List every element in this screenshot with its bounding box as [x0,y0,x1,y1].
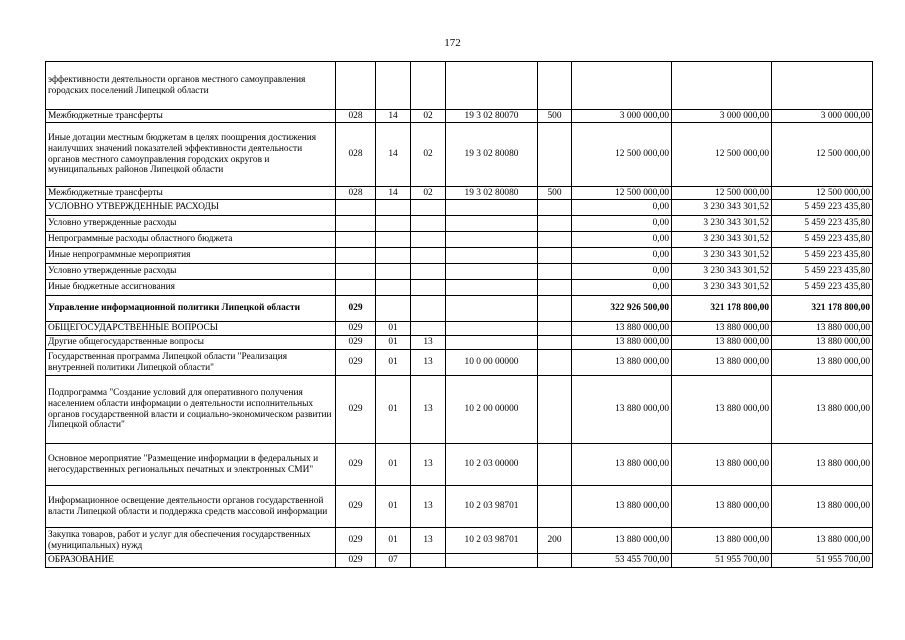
row-amount-year1-cell: 12 500 000,00 [572,187,672,200]
table-row [46,280,873,296]
row-expense-type-cell [538,264,572,280]
row-amount-year2-cell: 13 880 000,00 [672,376,772,444]
row-subsection-cell: 02 [411,123,446,187]
row-amount-year2-cell: 13 880 000,00 [672,486,772,528]
row-target-article-cell: 10 0 00 00000 [446,350,538,376]
row-amount-year3-cell: 12 500 000,00 [772,187,873,200]
row-name-cell: Управление информационной политики Липецкой области [46,296,336,322]
row-section-cell [376,264,411,280]
row-amount-year3-cell: 321 178 800,00 [772,296,873,322]
row-admin-code-cell [336,200,376,216]
row-amount-year2-cell [672,62,772,110]
row-admin-code-cell [336,280,376,296]
table-row [46,110,873,123]
row-admin-code-cell: 029 [336,350,376,376]
row-section-cell: 14 [376,110,411,123]
row-admin-code-cell [336,232,376,248]
table-row [46,444,873,486]
row-admin-code-cell: 029 [336,336,376,350]
table-row [46,336,873,350]
row-amount-year2-cell: 51 955 700,00 [672,554,772,568]
row-subsection-cell [411,62,446,110]
row-amount-year3-cell: 13 880 000,00 [772,322,873,336]
row-target-article-cell [446,62,538,110]
row-admin-code-cell: 029 [336,376,376,444]
row-subsection-cell [411,216,446,232]
row-amount-year1-cell: 0,00 [572,216,672,232]
row-subsection-cell: 13 [411,528,446,554]
row-admin-code-cell: 029 [336,554,376,568]
row-expense-type-cell [538,554,572,568]
row-amount-year1-cell: 13 880 000,00 [572,528,672,554]
row-subsection-cell: 13 [411,486,446,528]
row-amount-year3-cell: 5 459 223 435,80 [772,200,873,216]
row-section-cell: 14 [376,123,411,187]
row-subsection-cell: 13 [411,350,446,376]
table-row [46,350,873,376]
row-amount-year3-cell: 12 500 000,00 [772,123,873,187]
row-amount-year3-cell: 13 880 000,00 [772,350,873,376]
table-row [46,62,873,110]
row-target-article-cell [446,296,538,322]
row-section-cell: 01 [376,528,411,554]
row-amount-year2-cell: 3 230 343 301,52 [672,248,772,264]
row-amount-year3-cell: 5 459 223 435,80 [772,232,873,248]
row-subsection-cell: 13 [411,376,446,444]
row-admin-code-cell: 029 [336,486,376,528]
row-name-cell: Другие общегосударственные вопросы [46,336,336,350]
row-amount-year2-cell: 13 880 000,00 [672,336,772,350]
row-admin-code-cell: 028 [336,110,376,123]
row-target-article-cell [446,336,538,350]
row-name-cell: УСЛОВНО УТВЕРЖДЕННЫЕ РАСХОДЫ [46,200,336,216]
row-subsection-cell: 02 [411,187,446,200]
row-amount-year2-cell: 3 230 343 301,52 [672,216,772,232]
row-section-cell: 01 [376,486,411,528]
row-admin-code-cell: 028 [336,187,376,200]
row-section-cell [376,248,411,264]
row-section-cell: 01 [376,350,411,376]
row-target-article-cell [446,200,538,216]
row-name-cell: Иные бюджетные ассигнования [46,280,336,296]
row-expense-type-cell: 200 [538,528,572,554]
row-name-cell: Государственная программа Липецкой области "Реализация внутренней политики Липецкой области" [46,350,336,376]
row-name-cell: ОБРАЗОВАНИЕ [46,554,336,568]
row-amount-year3-cell: 5 459 223 435,80 [772,280,873,296]
row-amount-year1-cell: 3 000 000,00 [572,110,672,123]
row-amount-year1-cell: 13 880 000,00 [572,444,672,486]
row-target-article-cell: 10 2 00 00000 [446,376,538,444]
row-target-article-cell: 19 3 02 80070 [446,110,538,123]
row-target-article-cell: 10 2 03 98701 [446,528,538,554]
row-amount-year1-cell: 0,00 [572,264,672,280]
table-row [46,528,873,554]
row-amount-year2-cell: 13 880 000,00 [672,322,772,336]
row-amount-year3-cell: 51 955 700,00 [772,554,873,568]
row-amount-year2-cell: 13 880 000,00 [672,528,772,554]
row-name-cell: Закупка товаров, работ и услуг для обеспечения государственных (муниципальных) нужд [46,528,336,554]
row-name-cell: Непрограммные расходы областного бюджета [46,232,336,248]
row-subsection-cell: 13 [411,444,446,486]
row-amount-year2-cell: 3 230 343 301,52 [672,232,772,248]
row-expense-type-cell [538,336,572,350]
row-expense-type-cell [538,296,572,322]
row-expense-type-cell [538,62,572,110]
row-subsection-cell [411,280,446,296]
table-row [46,187,873,200]
row-amount-year1-cell: 13 880 000,00 [572,376,672,444]
row-target-article-cell [446,264,538,280]
row-amount-year2-cell: 3 230 343 301,52 [672,200,772,216]
row-name-cell: Основное мероприятие "Размещение информации в федеральных и негосударственных региональных печатных и электронных СМИ" [46,444,336,486]
row-subsection-cell [411,296,446,322]
row-expense-type-cell [538,200,572,216]
row-amount-year2-cell: 3 000 000,00 [672,110,772,123]
table-row [46,264,873,280]
row-target-article-cell [446,322,538,336]
row-target-article-cell: 10 2 03 98701 [446,486,538,528]
row-expense-type-cell: 500 [538,110,572,123]
row-amount-year1-cell: 0,00 [572,200,672,216]
row-target-article-cell [446,248,538,264]
row-amount-year1-cell: 12 500 000,00 [572,123,672,187]
row-target-article-cell [446,232,538,248]
row-amount-year1-cell: 0,00 [572,248,672,264]
row-target-article-cell: 19 3 02 80080 [446,123,538,187]
row-subsection-cell [411,248,446,264]
row-amount-year2-cell: 13 880 000,00 [672,350,772,376]
row-admin-code-cell: 029 [336,322,376,336]
table-row [46,322,873,336]
table-row [46,123,873,187]
row-subsection-cell [411,554,446,568]
row-amount-year1-cell: 0,00 [572,280,672,296]
row-name-cell: Иные непрограммные мероприятия [46,248,336,264]
table-row [46,200,873,216]
row-expense-type-cell [538,376,572,444]
row-expense-type-cell [538,123,572,187]
row-subsection-cell [411,264,446,280]
row-target-article-cell: 10 2 03 00000 [446,444,538,486]
table-body [46,62,873,568]
row-amount-year1-cell: 13 880 000,00 [572,350,672,376]
row-amount-year2-cell: 13 880 000,00 [672,444,772,486]
table-row [46,216,873,232]
row-section-cell: 01 [376,376,411,444]
row-expense-type-cell [538,248,572,264]
row-amount-year1-cell: 13 880 000,00 [572,322,672,336]
row-admin-code-cell: 029 [336,444,376,486]
row-name-cell: Иные дотации местным бюджетам в целях поощрения достижения наилучших значений показателей эффективности деятельности органов местного самоуправления городских округов и муниципальных районов Липецкой области [46,123,336,187]
row-target-article-cell: 19 3 02 80080 [446,187,538,200]
row-subsection-cell [411,232,446,248]
row-section-cell [376,62,411,110]
row-target-article-cell [446,554,538,568]
row-name-cell: ОБЩЕГОСУДАРСТВЕННЫЕ ВОПРОСЫ [46,322,336,336]
row-amount-year1-cell: 13 880 000,00 [572,486,672,528]
row-admin-code-cell [336,62,376,110]
row-amount-year2-cell: 3 230 343 301,52 [672,280,772,296]
row-amount-year3-cell: 13 880 000,00 [772,486,873,528]
row-section-cell [376,232,411,248]
row-subsection-cell [411,200,446,216]
row-name-cell: эффективности деятельности органов местного самоуправления городских поселений Липецкой области [46,62,336,110]
row-name-cell: Подпрограмма "Создание условий для оперативного получения населением области информации о деятельности исполнительных органов государственной власти и социально-экономическом развитии Липецкой области" [46,376,336,444]
row-amount-year1-cell [572,62,672,110]
row-amount-year2-cell: 3 230 343 301,52 [672,264,772,280]
row-amount-year3-cell: 13 880 000,00 [772,376,873,444]
row-amount-year3-cell: 13 880 000,00 [772,444,873,486]
row-name-cell: Межбюджетные трансферты [46,187,336,200]
row-expense-type-cell [538,216,572,232]
row-expense-type-cell [538,444,572,486]
table-row [46,486,873,528]
row-expense-type-cell [538,322,572,336]
row-subsection-cell: 02 [411,110,446,123]
row-section-cell [376,280,411,296]
row-admin-code-cell [336,216,376,232]
budget-table [45,61,873,568]
row-amount-year3-cell: 5 459 223 435,80 [772,248,873,264]
row-section-cell: 01 [376,444,411,486]
row-name-cell: Информационное освещение деятельности органов государственной власти Липецкой области и поддержка средств массовой информации [46,486,336,528]
table-row [46,554,873,568]
row-expense-type-cell [538,486,572,528]
row-expense-type-cell: 500 [538,187,572,200]
row-admin-code-cell: 029 [336,528,376,554]
row-section-cell: 01 [376,322,411,336]
row-section-cell: 07 [376,554,411,568]
row-amount-year1-cell: 53 455 700,00 [572,554,672,568]
row-name-cell: Условно утвержденные расходы [46,264,336,280]
row-amount-year3-cell: 13 880 000,00 [772,528,873,554]
row-section-cell [376,296,411,322]
row-amount-year3-cell: 13 880 000,00 [772,336,873,350]
row-amount-year2-cell: 12 500 000,00 [672,123,772,187]
row-section-cell [376,216,411,232]
row-subsection-cell [411,322,446,336]
row-amount-year2-cell: 12 500 000,00 [672,187,772,200]
page-number: 172 [444,37,461,49]
row-amount-year1-cell: 0,00 [572,232,672,248]
row-admin-code-cell: 028 [336,123,376,187]
table-row [46,232,873,248]
row-amount-year3-cell [772,62,873,110]
row-target-article-cell [446,280,538,296]
row-section-cell: 14 [376,187,411,200]
row-admin-code-cell: 029 [336,296,376,322]
row-amount-year3-cell: 5 459 223 435,80 [772,216,873,232]
row-expense-type-cell [538,280,572,296]
table-row [46,376,873,444]
row-amount-year1-cell: 13 880 000,00 [572,336,672,350]
row-section-cell [376,200,411,216]
row-name-cell: Условно утвержденные расходы [46,216,336,232]
row-amount-year1-cell: 322 926 500,00 [572,296,672,322]
table-row [46,248,873,264]
row-amount-year3-cell: 3 000 000,00 [772,110,873,123]
row-amount-year3-cell: 5 459 223 435,80 [772,264,873,280]
row-expense-type-cell [538,350,572,376]
row-admin-code-cell [336,248,376,264]
row-admin-code-cell [336,264,376,280]
row-expense-type-cell [538,232,572,248]
row-name-cell: Межбюджетные трансферты [46,110,336,123]
row-section-cell: 01 [376,336,411,350]
row-amount-year2-cell: 321 178 800,00 [672,296,772,322]
row-subsection-cell: 13 [411,336,446,350]
table-row [46,296,873,322]
row-target-article-cell [446,216,538,232]
